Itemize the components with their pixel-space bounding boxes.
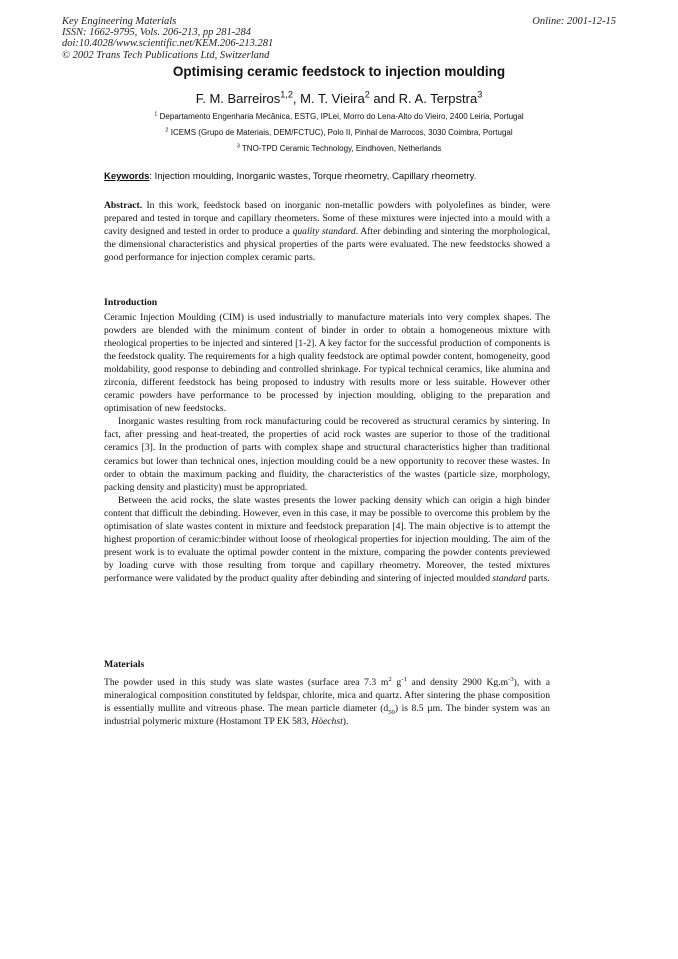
affiliation-2 (0, 128, 678, 137)
subscript: 50 (388, 709, 395, 716)
keywords-line (104, 171, 476, 182)
materials-text: The powder used in this study was slate wastes (surface area 7.3 m (104, 677, 389, 688)
materials-text: ), with a mineralogical composition constituted by feldspar, chlorite, mica and quartz. After sintering the phase composition is essentially mullite and vitreous phase. The mean particle diameter (d (104, 677, 550, 715)
affiliation-mark: 3 (477, 89, 483, 100)
abstract-label: Abstract. (104, 200, 143, 211)
issn-line: ISSN: 1662-9795, Vols. 206-213, pp 281-284 (62, 27, 251, 39)
materials-text: g (391, 677, 402, 688)
abstract-text: In this work, feedstock based on inorganic non-metallic powders with polyolefines as binder, were prepared and tested in torque and capillary rheometers. Some of these mixtures were injected into a mould with a cavity designed and tested in order to produce a (104, 200, 550, 238)
journal-header (62, 16, 273, 61)
superscript: 2 (388, 675, 392, 683)
affiliation-mark: 1,2 (280, 89, 293, 100)
affiliation-text: TNO-TPD Ceramic Technology, Eindhoven, Netherlands (241, 144, 442, 153)
affiliation-text: ICEMS (Grupo de Materiais, DEM/FCTUC), Polo II, Pinhal de Marrocos, 3030 Coimbra, Portugal (170, 128, 513, 137)
affiliation-3 (0, 144, 678, 153)
affiliation-number: 3 (236, 143, 240, 150)
online-date: Online: 2001-12-15 (532, 16, 616, 27)
materials-emphasis: Höechst (311, 716, 343, 728)
materials-text: ) is 8.5 µm. The binder system was an industrial polymeric mixture (Hostamont TP EK 583, (104, 703, 550, 728)
affiliation-number: 2 (165, 127, 169, 134)
paragraph-emphasis: standard (492, 572, 527, 584)
doi-line[interactable]: doi:10.4028/www.scientific.net/KEM.206-213.281 (62, 38, 274, 50)
introduction-paragraph-2: Inorganic wastes resulting from rock manufacturing could be recovered as structural ceramics by sintering. In fact, after pressing and heat-treated, the properties of acid rock wastes are superior to those of the traditional ceramics [3]. In the production of parts with complex shape and structural characteristics higher than traditional ceramics but lower than technical ones, injection moulding could be a new opportunity to recover these wastes. In order to obtain the maximum packing and fluidity, the characteristics of the wastes (particle size, morphology, packing density and plasticity) must be appropriated. (104, 416, 550, 493)
materials-heading: Materials (104, 659, 145, 670)
superscript: -3 (508, 675, 514, 683)
author-name: and R. A. Terpstra (369, 91, 478, 106)
keywords-text: : Injection moulding, Inorganic wastes, Torque rheometry, Capillary rheometry. (149, 171, 477, 182)
materials-text: and density 2900 Kg.m (406, 677, 509, 688)
copyright-line: © 2002 Trans Tech Publications Ltd, Switzerland (62, 49, 270, 61)
paragraph-text: parts. (526, 572, 550, 584)
paper-title: Optimising ceramic feedstock to injection moulding (172, 64, 506, 79)
abstract-text: . After debinding and sintering the morphological, the dimensional characteristics and physical properties of the parts were evaluated. The new feedstocks showed a good performance for injection complex ceramic parts. (104, 226, 550, 264)
journal-name: Key Engineering Materials (62, 16, 177, 27)
affiliation-mark: 2 (364, 89, 370, 100)
paragraph-text: Between the acid rocks, the slate wastes presents the lower packing density which can origin a high binder content that difficult the debinding. However, even in this case, it may be possible to overcome this problem by the optimisation of slate wastes content in mixture and feedstock preparation [4]. The main objective is to attempt the highest proportion of ceramic:binder without loose of rheological properties for injection moulding. The aim of the present work is to evaluate the optimal powder content in the mixture, comparing the powder contents previewed by loading curve with those resulting from torque and capillary rheometry. Moreover, the tested mixtures performance were validated by the product quality after debinding and sintering of injected moulded (104, 494, 550, 584)
author-line (0, 91, 678, 106)
affiliation-number: 1 (154, 111, 158, 118)
introduction-heading: Introduction (104, 297, 158, 308)
affiliation-1 (0, 112, 678, 121)
author-name: , M. T. Vieira (292, 91, 365, 106)
affiliation-text: Departamento Engenharia Mecânica, ESTG, IPLei, Morro do Lena-Alto do Vieiro, 2400 Leiria, Portugal (159, 112, 524, 121)
author-name: F. M. Barreiros (195, 91, 281, 106)
abstract-emphasis: quality standard (292, 226, 356, 238)
introduction-paragraph-3 (104, 494, 550, 585)
introduction-body (104, 311, 550, 585)
keywords-label: Keywords (104, 171, 150, 182)
superscript: -1 (401, 675, 407, 683)
abstract-block (104, 199, 550, 264)
materials-text: ). (342, 716, 349, 728)
materials-body (104, 676, 550, 728)
introduction-paragraph-1: Ceramic Injection Moulding (CIM) is used industrially to manufacture materials into very complex shapes. The powders are blended with the minimum content of binder in order to obtain a homogeneous mixture with rheological properties to be injected and sintered [1-2]. A key factor for the successful production of components is the feedstock quality. The requirements for a high quality feedstock are optimal powder content, homogeneity, good moldability, good response to debinding and controlled shrinkage. For typical technical ceramics, like alumina and zirconia, different feedstock has being proposed to industry with results more or less suitable. However other ceramic powders have performance to be processed by injection moulding, obliging to the preparation and optimisation of new feedstocks. (104, 312, 550, 415)
